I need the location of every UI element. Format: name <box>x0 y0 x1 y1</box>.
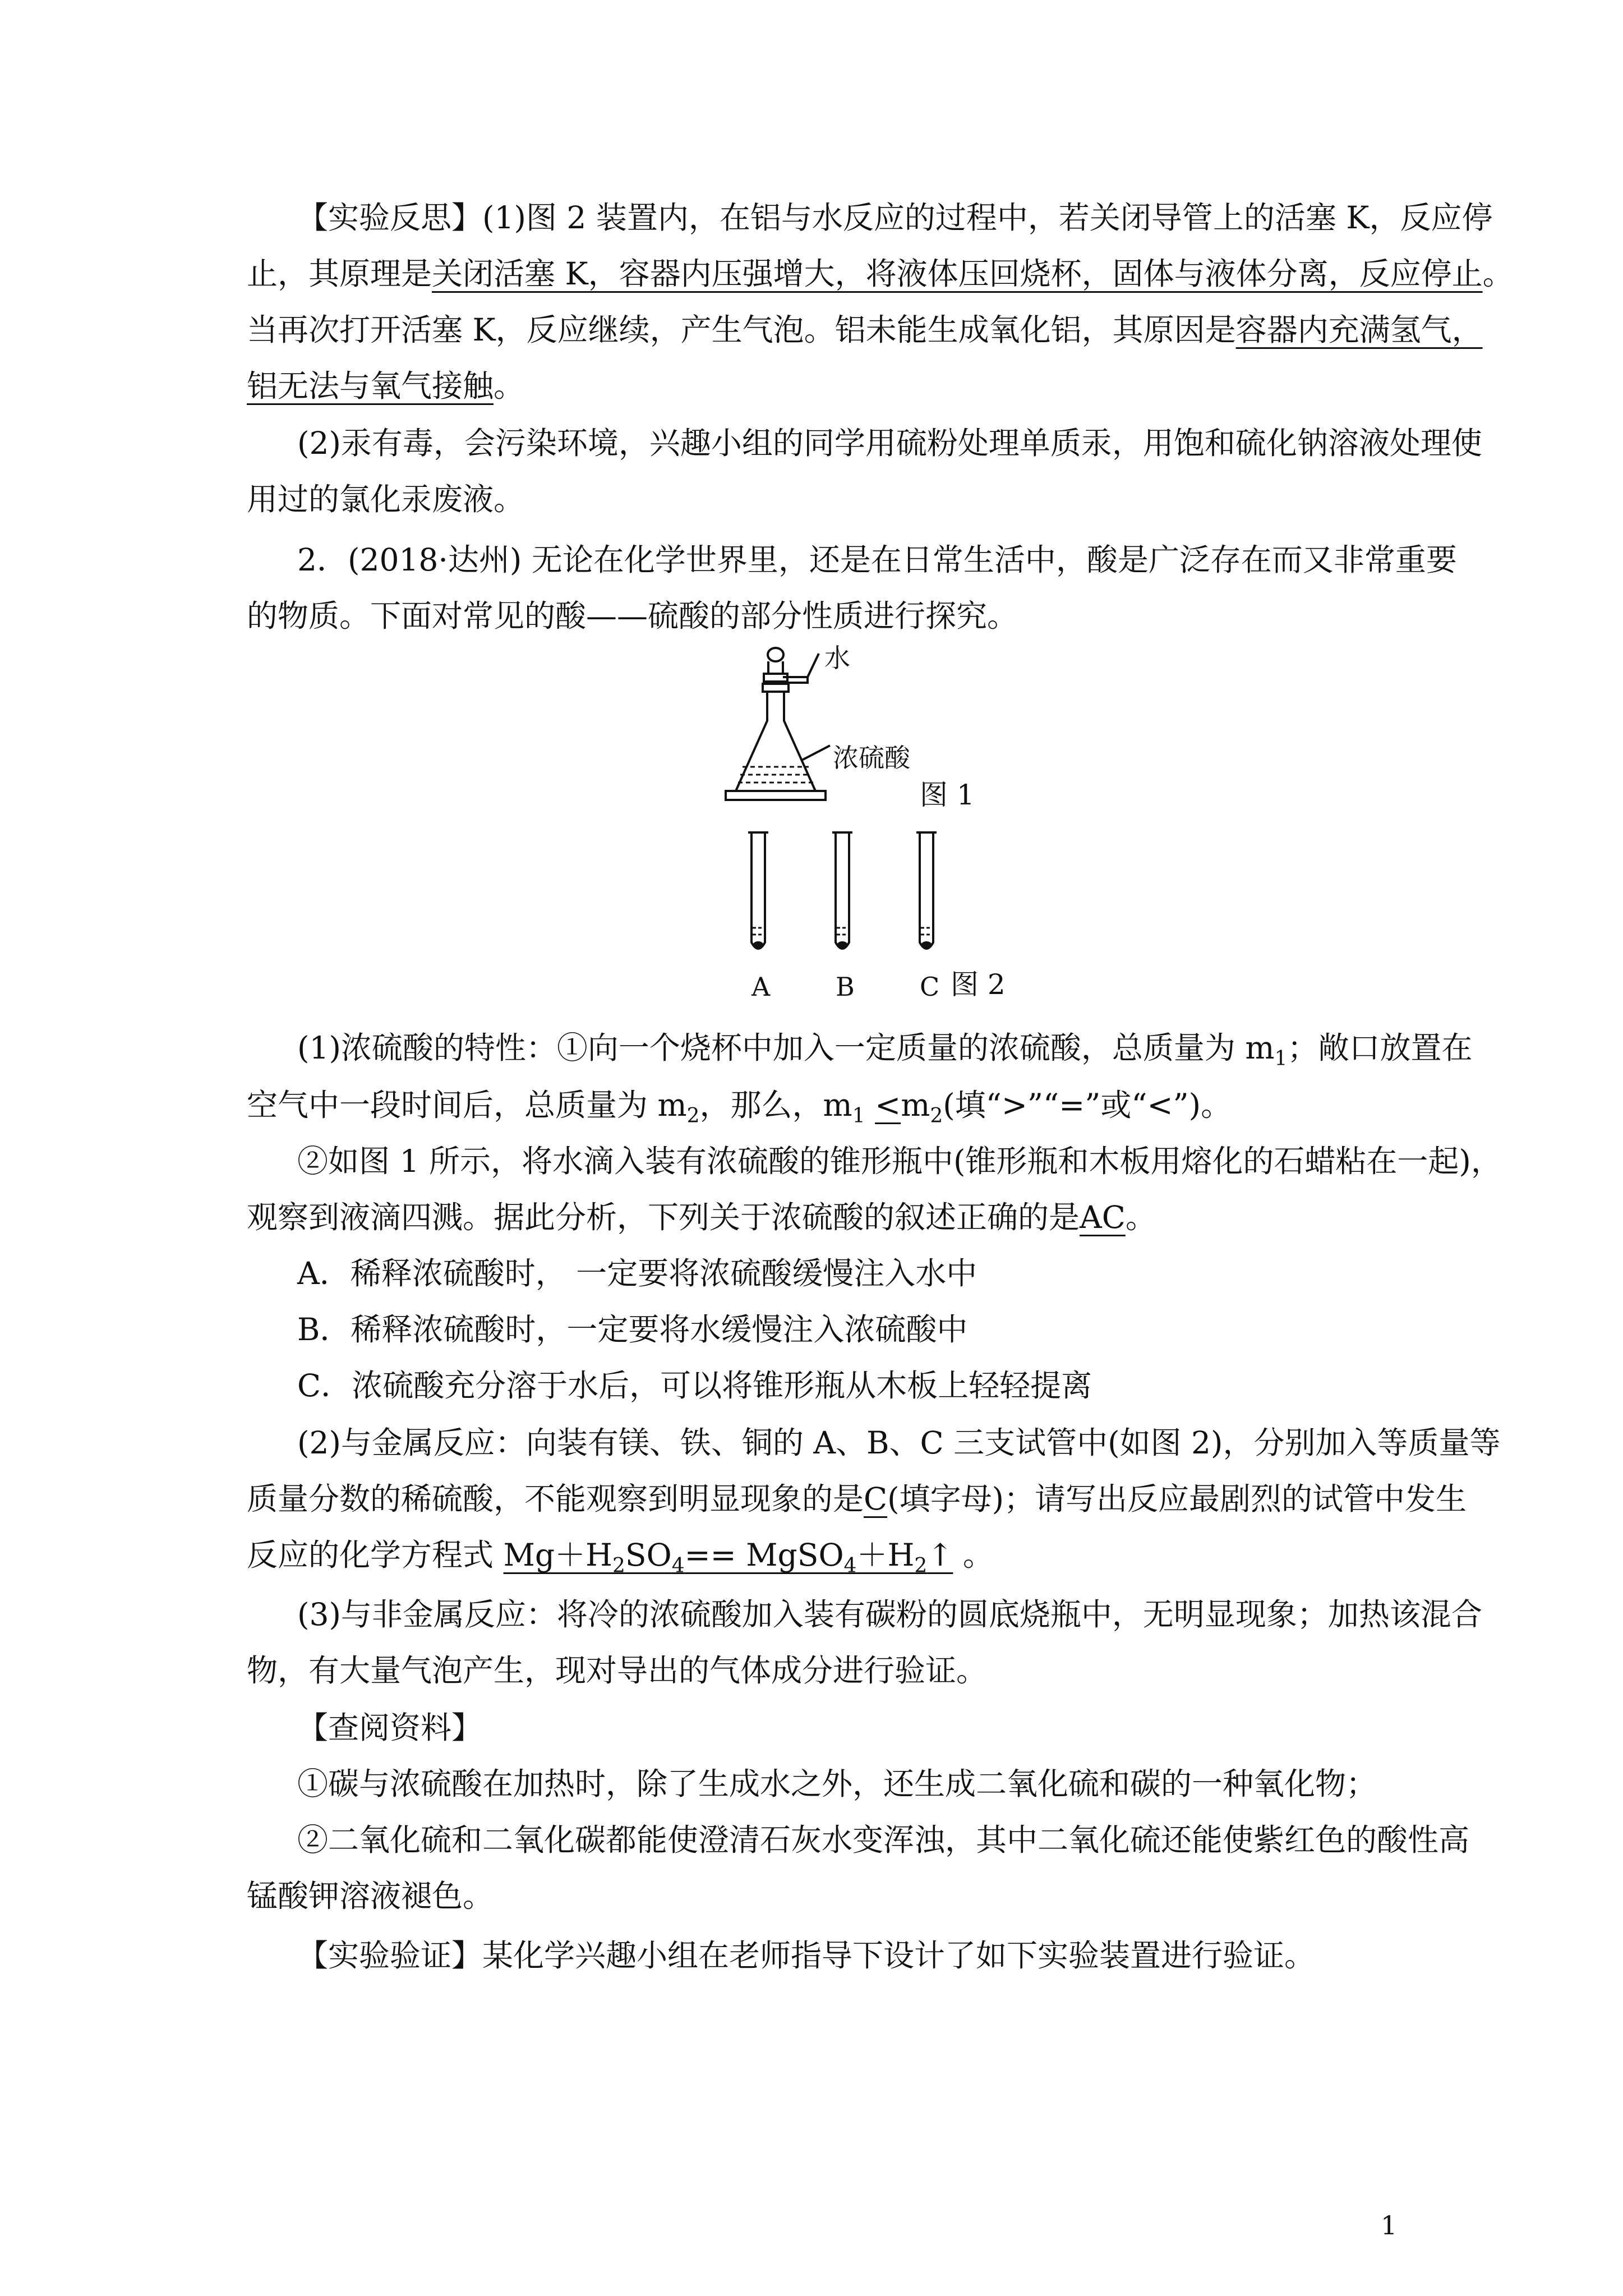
reflection-p2-line-2: 用过的氯化汞废液。 <box>247 481 525 517</box>
text: 观察到液滴四溅。据此分析，下列关于浓硫酸的叙述正确的是 <box>247 1199 1080 1235</box>
text: 某化学兴趣小组在老师指导下设计了如下实验装置进行验证。 <box>482 1938 1316 1973</box>
tube-a <box>748 832 768 949</box>
reference-item-2-line-1: ②二氧化硫和二氧化碳都能使澄清石灰水变浑浊，其中二氧化硫还能使紫红色的酸性高 <box>297 1822 1470 1858</box>
answer: < <box>875 1087 901 1123</box>
tube-c-label: C <box>920 972 940 1002</box>
text: 。 <box>962 1537 994 1573</box>
tube-b-label: B <box>836 972 855 1002</box>
subscript: 4 <box>671 1554 685 1577</box>
text: ＋H <box>856 1537 915 1573</box>
figure-2-test-tubes-diagram <box>740 830 953 965</box>
text: 质量分数的稀硫酸，不能观察到明显现象的是 <box>247 1481 864 1517</box>
answer: AC <box>1080 1199 1126 1235</box>
figure-1-acid-label: 浓硫酸 <box>833 743 910 773</box>
part1-line-3: ②如图 1 所示，将水滴入装有浓硫酸的锥形瓶中(锥形瓶和木板用熔化的石蜡粘在一起)， <box>297 1143 1502 1179</box>
text: ；敞口放置在 <box>1287 1030 1473 1066</box>
reference-title: 【查阅资料】 <box>297 1710 483 1746</box>
question2-line-2: 的物质。下面对常见的酸——硫酸的部分性质进行探究。 <box>247 598 1018 634</box>
section-tag: 【实验验证】 <box>297 1938 483 1973</box>
text: 空气中一段时间后，总质量为 m <box>247 1087 687 1123</box>
subscript: 1 <box>852 1105 865 1128</box>
text: ↑ <box>927 1537 953 1573</box>
question2-line-1: 2．(2018·达州) 无论在化学世界里，还是在日常生活中，酸是广泛存在而又非常重要 <box>297 542 1457 578</box>
reflection-line-1 <box>297 195 1493 240</box>
answer: 容器内充满氢气， <box>1235 312 1483 348</box>
text: 。 <box>494 368 525 404</box>
option-c: C．浓硫酸充分溶于水后，可以将锥形瓶从木板上轻轻提离 <box>297 1368 1092 1404</box>
text: ，那么，m <box>699 1087 852 1123</box>
section-tag: 【实验反思】 <box>297 200 483 236</box>
part2-line-3 <box>247 1533 1396 1589</box>
option-b: B．稀释浓硫酸时，一定要将水缓慢注入浓硫酸中 <box>297 1312 968 1347</box>
subscript: 1 <box>1274 1047 1288 1070</box>
text: (填“>”“=”或“<”)。 <box>943 1087 1232 1123</box>
tube-a-label: A <box>751 972 771 1002</box>
reflection-line-2 <box>247 251 1514 296</box>
text: 。 <box>1125 1199 1156 1235</box>
text: m <box>901 1087 930 1123</box>
part1-line-2 <box>247 1083 1396 1139</box>
answer: C <box>864 1481 888 1517</box>
figure-1-water-label: 水 <box>824 643 850 673</box>
page-number: 1 <box>1381 2210 1398 2240</box>
figure-2-caption: 图 2 <box>951 968 1006 1001</box>
answer: 关闭活塞 K，容器内压强增大，将液体压回烧杯，固体与液体分离，反应停止 <box>432 256 1483 292</box>
text: 。 <box>1482 256 1514 292</box>
text: Mg＋H <box>503 1537 612 1573</box>
part2-line-2 <box>247 1476 1467 1521</box>
text: SO <box>625 1537 672 1573</box>
text: == MgSO <box>684 1537 844 1573</box>
answer: 铝无法与氧气接触 <box>247 368 494 404</box>
subscript: 2 <box>930 1105 943 1128</box>
reference-item-1: ①碳与浓硫酸在加热时，除了生成水之外，还生成二氧化硫和碳的一种氧化物； <box>297 1766 1377 1802</box>
part3-line-2: 物，有大量气泡产生，现对导出的气体成分进行验证。 <box>247 1653 988 1688</box>
subscript: 2 <box>914 1554 928 1577</box>
subscript: 2 <box>612 1554 625 1577</box>
text: 当再次打开活塞 K，反应继续，产生气泡。铝未能生成氧化铝，其原因是 <box>247 312 1236 348</box>
chemical-equation-answer <box>503 1537 953 1577</box>
part3-line-1: (3)与非金属反应：将冷的浓硫酸加入装有碳粉的圆底烧瓶中，无明显现象；加热该混合 <box>297 1596 1482 1632</box>
subscript: 2 <box>686 1105 700 1128</box>
part1-line-4 <box>247 1195 1396 1240</box>
text: 止，其原理是 <box>247 256 432 292</box>
option-a: A．稀释浓硫酸时， 一定要将浓硫酸缓慢注入水中 <box>297 1255 978 1291</box>
text: (1)图 2 装置内，在铝与水反应的过程中，若关闭导管上的活塞 K，反应停 <box>482 200 1493 236</box>
text: (填字母)；请写出反应最剧烈的试管中发生 <box>887 1481 1467 1517</box>
part2-line-1: (2)与金属反应：向装有镁、铁、铜的 A、B、C 三支试管中(如图 2)，分别加入等质量等 <box>297 1425 1501 1461</box>
reflection-line-4 <box>247 364 1396 408</box>
part1-line-1 <box>297 1025 1473 1082</box>
text: (1)浓硫酸的特性：①向一个烧杯中加入一定质量的浓硫酸，总质量为 m <box>297 1030 1275 1066</box>
reference-item-2-line-2: 锰酸钾溶液褪色。 <box>247 1878 494 1914</box>
verification-line <box>297 1933 1447 1978</box>
reflection-line-3 <box>247 307 1483 352</box>
reflection-p2-line-1: (2)汞有毒，会污染环境，兴趣小组的同学用硫粉处理单质汞，用饱和硫化钠溶液处理使 <box>297 425 1482 461</box>
subscript: 4 <box>843 1554 857 1577</box>
figure-1-caption: 图 1 <box>920 779 975 811</box>
text: 反应的化学方程式 <box>247 1537 494 1573</box>
tube-c <box>916 832 937 949</box>
tube-b <box>832 832 852 949</box>
